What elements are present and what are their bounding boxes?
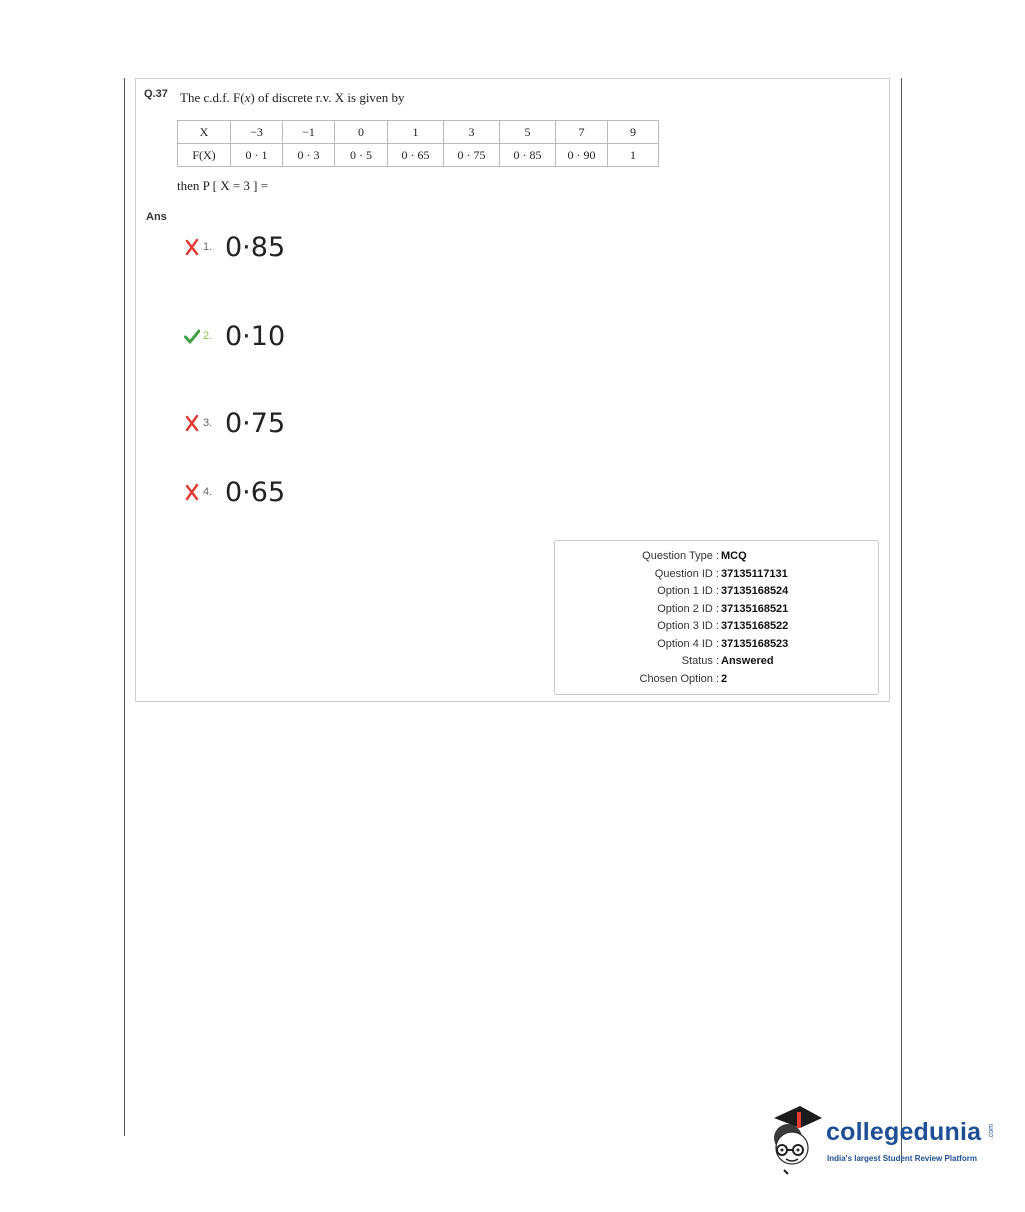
option-value: 0·10 [225, 320, 286, 352]
brand-domain: .com [988, 1124, 995, 1140]
option-number: 4. [203, 486, 213, 498]
collegedunia-logo [766, 1104, 996, 1176]
table-row-x [178, 121, 659, 144]
cross-icon [184, 414, 200, 432]
option-number: 3. [203, 417, 213, 429]
info-value: 37135168522 [721, 620, 789, 632]
table-cell: 0 · 75 [444, 144, 500, 167]
option-value: 0·85 [225, 231, 286, 263]
mascot-icon [766, 1104, 824, 1176]
info-label: Question ID : [654, 568, 719, 580]
cross-icon [184, 238, 200, 256]
info-label: Option 2 ID : [657, 603, 719, 615]
question-text: The c.d.f. F(x) of discrete r.v. X is given by [180, 90, 405, 105]
option-4 [184, 475, 285, 509]
info-label: Status : [681, 655, 719, 667]
info-value: Answered [721, 655, 774, 667]
table-cell: 5 [500, 121, 556, 144]
info-value: 2 [721, 673, 728, 685]
option-1 [184, 230, 285, 264]
table-cell: −3 [231, 121, 283, 144]
option-value: 0·65 [225, 476, 286, 508]
option-value: 0·75 [225, 407, 286, 439]
row-header-fx: F(X) [178, 144, 231, 167]
answer-label: Ans [146, 211, 167, 223]
table-cell: 7 [556, 121, 608, 144]
table-cell: 0 · 65 [388, 144, 444, 167]
row-header-x: X [178, 121, 231, 144]
info-label: Option 3 ID : [657, 620, 719, 632]
info-label: Chosen Option : [639, 673, 719, 685]
question-panel [135, 78, 890, 702]
option-2 [184, 319, 285, 353]
question-number: Q.37 [144, 88, 168, 100]
option-number: 1. [203, 241, 213, 253]
table-cell: 0 · 1 [231, 144, 283, 167]
table-row-fx [178, 144, 659, 167]
table-cell: −1 [283, 121, 335, 144]
info-value: 37135168524 [721, 585, 789, 597]
table-cell: 9 [608, 121, 659, 144]
page-right-rule [901, 78, 902, 1163]
table-cell: 1 [388, 121, 444, 144]
info-value: 37135168521 [721, 603, 789, 615]
check-icon [184, 327, 200, 345]
cross-icon [184, 483, 200, 501]
info-value: MCQ [721, 550, 747, 562]
table-cell: 0 [335, 121, 388, 144]
info-label: Option 4 ID : [657, 638, 719, 650]
brand-tagline: India's largest Student Review Platform [827, 1154, 977, 1163]
question-prompt: then P [ X = 3 ] = [177, 178, 269, 193]
option-number: 2. [203, 330, 213, 342]
table-cell: 0 · 90 [556, 144, 608, 167]
table-cell: 1 [608, 144, 659, 167]
brand-name: collegedunia [826, 1118, 982, 1146]
info-value: 37135117131 [721, 568, 788, 580]
table-cell: 0 · 3 [283, 144, 335, 167]
info-label: Option 1 ID : [657, 585, 719, 597]
table-cell: 0 · 85 [500, 144, 556, 167]
cdf-table [177, 120, 659, 167]
option-3 [184, 406, 285, 440]
page-left-rule [124, 78, 125, 1136]
info-value: 37135168523 [721, 638, 789, 650]
info-label: Question Type : [642, 550, 719, 562]
table-cell: 3 [444, 121, 500, 144]
table-cell: 0 · 5 [335, 144, 388, 167]
question-info-box [554, 540, 879, 695]
